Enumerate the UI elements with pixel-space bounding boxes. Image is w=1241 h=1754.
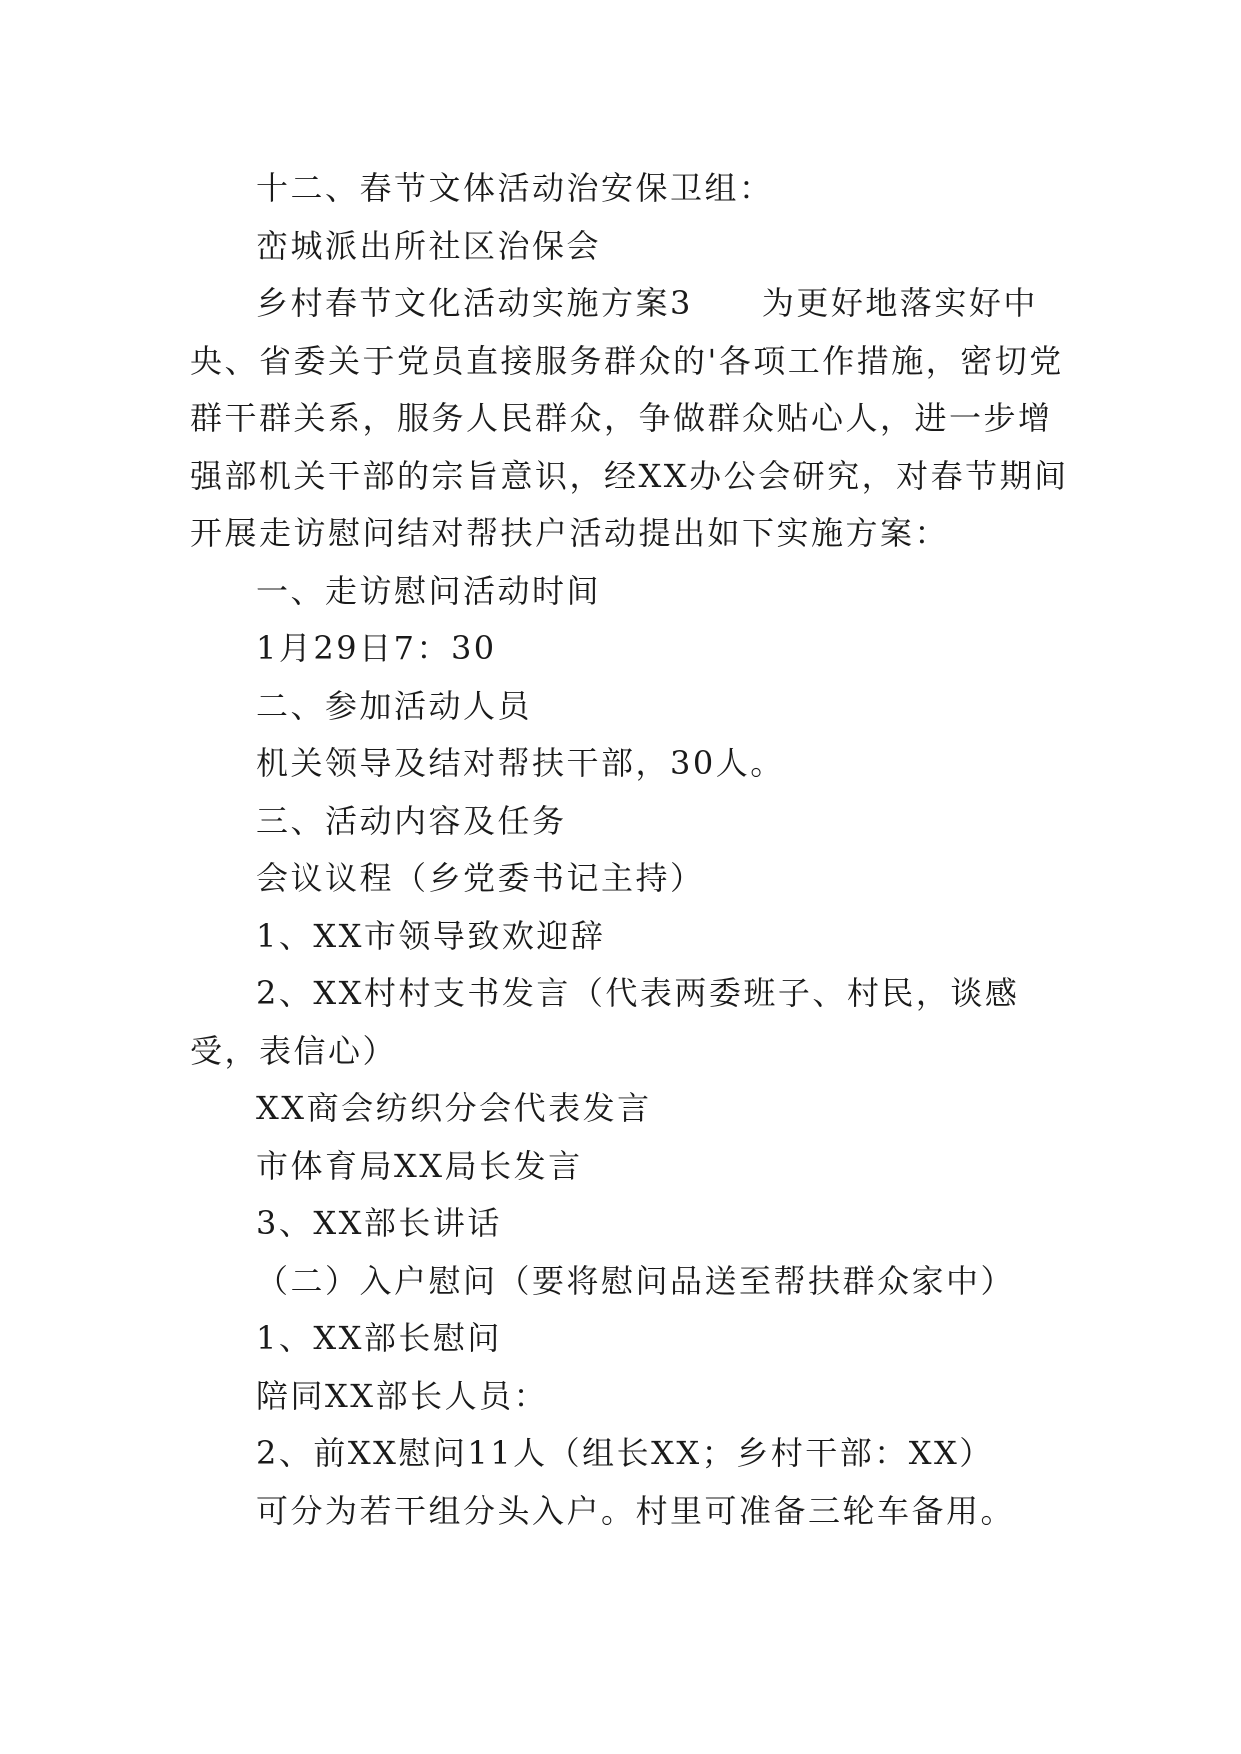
paragraph-chamber-speech: XX商会纺织分会代表发言 xyxy=(256,1089,652,1127)
paragraph-section-12-heading: 十二、春节文体活动治安保卫组： xyxy=(256,169,774,207)
paragraph-agenda-item-1: 1、XX市领导致欢迎辞 xyxy=(256,916,606,955)
paragraph-group-visits: 可分为若干组分头入户。村里可准备三轮车备用。 xyxy=(256,1491,1016,1530)
paragraph-police-station: 峦城派出所社区治保会 xyxy=(256,226,602,265)
paragraph-visit-item-2: 2、前XX慰问11人（组长XX；乡村干部：XX） xyxy=(256,1434,994,1472)
paragraph-section-3-heading: 三、活动内容及任务 xyxy=(256,801,567,840)
document-body xyxy=(190,160,1070,1540)
paragraph-home-visits-heading: （二）入户慰问（要将慰问品送至帮扶群众家中） xyxy=(256,1261,1016,1300)
paragraph-section-2-heading: 二、参加活动人员 xyxy=(256,686,533,725)
paragraph-agenda-item-3: 3、XX部长讲话 xyxy=(256,1204,502,1242)
paragraph-section-1-heading: 一、走访慰问活动时间 xyxy=(256,571,602,610)
paragraph-sports-bureau-speech: 市体育局XX局长发言 xyxy=(256,1146,583,1185)
paragraph-agenda-item-2: 2、XX村村支书发言（代表两委班子、村民，谈感受，表信心） xyxy=(190,974,1020,1070)
paragraph-meeting-agenda: 会议议程（乡党委书记主持） xyxy=(256,859,705,897)
paragraph-plan-intro: 乡村春节文化活动实施方案3 为更好地落实好中央、省委关于党员直接服务群众的'各项工作措施，密切党群干群关系，服务人民群众，争做群众贴心人，进一步增强部机关干部的宗旨意识，经XX办公会研究，对春节期间开展走访慰问结对帮扶户活动提出如下实施方案： xyxy=(190,284,1069,552)
paragraph-activity-time: 1月29日7：30 xyxy=(256,629,497,667)
paragraph-accompanying-staff: 陪同XX部长人员： xyxy=(256,1376,549,1415)
paragraph-participants: 机关领导及结对帮扶干部，30人。 xyxy=(256,744,785,782)
paragraph-visit-item-1: 1、XX部长慰问 xyxy=(256,1319,502,1357)
